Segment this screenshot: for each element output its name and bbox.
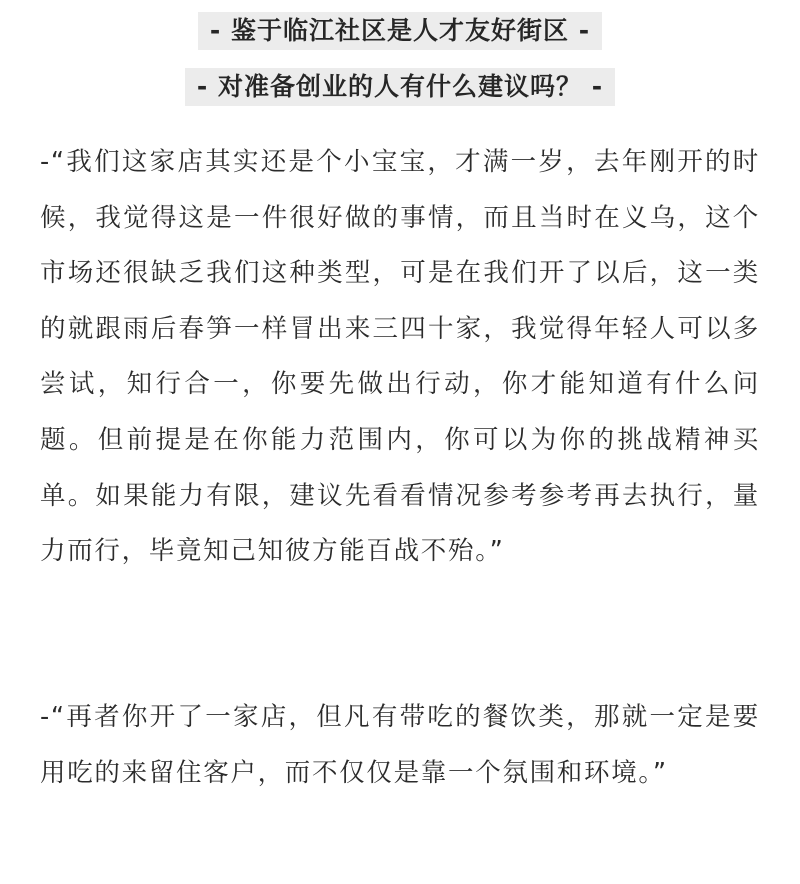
answer-paragraph-1: -“我们这家店其实还是个小宝宝，才满一岁，去年刚开的时候，我觉得这是一件很好做的事情，而且当时在义乌，这个市场还很缺乏我们这种类型，可是在我们开了以后，这一类的就跟雨后春笋一样冒出来三四十家，我觉得年轻人可以多尝试，知行合一，你要先做出行动，你才能知道有什么问题。但前提是在你能力范围内，你可以为你的挑战精神买单。如果能力有限，建议先看看情况参考参考再去执行，量力而行，毕竟知己知彼方能百战不殆。”	[40, 147, 760, 567]
answer-paragraph-2: -“再者你开了一家店，但凡有带吃的餐饮类，那就一定是要用吃的来留住客户，而不仅仅是靠一个氛围和环境。”	[40, 702, 760, 788]
headings-block	[0, 12, 800, 124]
heading-question: - 对准备创业的人有什么建议吗？ -	[185, 68, 615, 106]
heading-community: - 鉴于临江社区是人才友好街区 -	[198, 12, 602, 50]
heading-row-2	[0, 68, 800, 106]
heading-row-1	[0, 12, 800, 50]
